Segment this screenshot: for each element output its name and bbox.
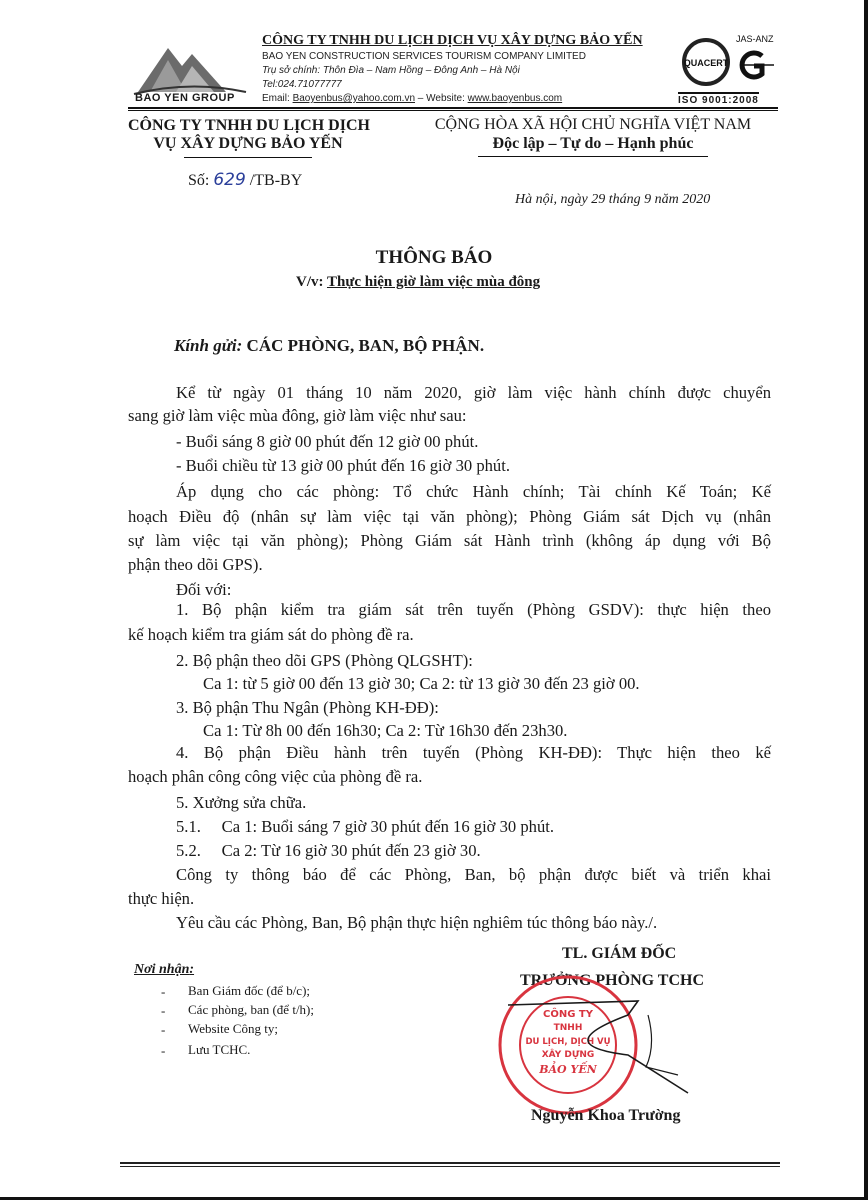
- letterhead-rule: [128, 107, 778, 109]
- footer-rule-thin: [120, 1166, 780, 1167]
- body-line: 5.2. Ca 2: Từ 16 giờ 30 phút đến 23 giờ 30.: [176, 841, 481, 860]
- greeting-recipients: CÁC PHÒNG, BAN, BỘ PHẬN.: [246, 336, 485, 355]
- document-number: [188, 170, 302, 190]
- letterhead-company-name-en: BAO YEN CONSTRUCTION SERVICES TOURISM COMPANY LIMITED: [262, 51, 586, 62]
- body-line: Công ty thông báo để các Phòng, Ban, bộ phận được biết và triển khai: [176, 865, 771, 884]
- company-name-line2: VỤ XÂY DỰNG BẢO YẾN: [153, 135, 343, 152]
- recipient-dash: -: [161, 984, 166, 999]
- company-underline: [184, 157, 312, 158]
- body-line: Kể từ ngày 01 tháng 10 năm 2020, giờ làm việc hành chính được chuyển: [176, 383, 771, 402]
- subject-text: Thực hiện giờ làm việc mùa đông: [326, 274, 541, 290]
- body-line: kế hoạch kiểm tra giám sát do phòng đề ra.: [128, 625, 414, 644]
- recipient-item: Các phòng, ban (để t/h);: [188, 1002, 314, 1017]
- iso-caption: ISO 9001:2008: [678, 92, 759, 106]
- body-line: 5.1. Ca 1: Buổi sáng 7 giờ 30 phút đến 16 giờ 30 phút.: [176, 817, 554, 836]
- number-handwritten: 629: [213, 170, 246, 190]
- cert-logo-text: QUACERT: [683, 58, 729, 68]
- republic-heading: CỘNG HÒA XÃ HỘI CHỦ NGHĨA VIỆT NAM: [434, 116, 752, 133]
- letterhead-company-name: CÔNG TY TNHH DU LỊCH DỊCH VỤ XÂY DỰNG BẢO YẾN: [262, 33, 643, 48]
- email-link[interactable]: Baoyenbus@yahoo.com.vn: [292, 93, 416, 104]
- recipient-item: Ban Giám đốc (để b/c);: [188, 983, 311, 998]
- body-line: sang giờ làm việc mùa đông, giờ làm việc như sau:: [128, 406, 467, 425]
- letterhead-address: Trụ sở chính: Thôn Đìa – Nam Hồng – Đông Anh – Hà Nội: [262, 65, 520, 76]
- body-line: 2. Bộ phận theo dõi GPS (Phòng QLGSHT):: [176, 651, 473, 670]
- motto-underline: [478, 156, 708, 157]
- subject-prefix: V/v:: [296, 274, 327, 290]
- body-line: Ca 1: từ 5 giờ 00 đến 13 giờ 30; Ca 2: từ 13 giờ 30 đến 23 giờ 00.: [203, 674, 640, 693]
- body-line: hoạch Điều độ (nhân sự làm việc tại văn phòng); Phòng Giám sát Dịch vụ (nhân: [128, 507, 771, 526]
- body-line: 3. Bộ phận Thu Ngân (Phòng KH-ĐĐ):: [176, 698, 439, 717]
- website-link[interactable]: www.baoyenbus.com: [467, 93, 563, 104]
- letterhead-rule-thin: [128, 110, 778, 111]
- body-line: hoạch phân công công việc của phòng đề ra.: [128, 767, 423, 786]
- company-name-line1: CÔNG TY TNHH DU LỊCH DỊCH: [128, 117, 370, 134]
- email-label: Email:: [262, 93, 293, 104]
- notice-subject: [296, 274, 540, 291]
- greeting: [174, 336, 484, 356]
- recipient-item: Website Công ty;: [188, 1021, 278, 1036]
- recipients-title-text: Nơi nhận: [134, 962, 190, 977]
- body-line: Yêu cầu các Phòng, Ban, Bộ phận thực hiện nghiêm túc thông báo này./.: [176, 913, 658, 932]
- recipients-title-colon: :: [189, 962, 195, 977]
- stamp-line: BẢO YẾN: [539, 1063, 597, 1076]
- letterhead-contact: [262, 93, 562, 104]
- signature-position: TRƯỞNG PHÒNG TCHC: [520, 972, 705, 989]
- stamp-line: TNHH: [553, 1023, 583, 1033]
- body-line: Áp dụng cho các phòng: Tổ chức Hành chính; Tài chính Kế Toán; Kế: [176, 482, 771, 501]
- number-suffix: /TB-BY: [245, 172, 303, 189]
- number-label: Số:: [188, 172, 214, 189]
- scan-edge-right: [864, 0, 868, 1200]
- national-motto: Độc lập – Tự do – Hạnh phúc: [492, 135, 694, 152]
- body-line: 1. Bộ phận kiểm tra giám sát trên tuyến (Phòng GSDV): thực hiện theo: [176, 600, 771, 619]
- issue-date: Hà nội, ngày 29 tháng 9 năm 2020: [515, 192, 711, 207]
- body-line: - Buổi sáng 8 giờ 00 phút đến 12 giờ 00 phút.: [176, 432, 479, 451]
- body-line: sự làm việc tại văn phòng); Phòng Giám sát Hành trình (không áp dụng với Bộ: [128, 531, 771, 550]
- body-line: - Buổi chiều từ 13 giờ 00 phút đến 16 giờ 30 phút.: [176, 456, 510, 475]
- company-seal-stamp: [478, 975, 698, 1125]
- recipient-dash: -: [161, 1043, 166, 1058]
- body-line: phận theo dõi GPS).: [128, 555, 263, 574]
- footer-rule: [120, 1162, 780, 1164]
- recipient-dash: -: [161, 1003, 166, 1018]
- recipient-item: Lưu TCHC.: [188, 1042, 251, 1057]
- notice-title: THÔNG BÁO: [375, 247, 493, 268]
- greeting-label: Kính gửi:: [174, 336, 247, 355]
- letterhead-tel: Tel:024.71077777: [262, 79, 342, 90]
- body-line: Ca 1: Từ 8h 00 đến 16h30; Ca 2: Từ 16h30 đến 23h30.: [203, 721, 568, 740]
- stamp-line: XÂY DỰNG: [541, 1050, 595, 1060]
- body-line: thực hiện.: [128, 889, 195, 908]
- stamp-line: DU LỊCH, DỊCH VỤ: [525, 1037, 611, 1047]
- recipients-title: [134, 962, 194, 978]
- stamp-line: CÔNG TY: [543, 1009, 593, 1020]
- signature-title: TL. GIÁM ĐỐC: [562, 945, 677, 962]
- cert-jas-text: JAS-ANZ: [736, 34, 774, 44]
- body-line: 5. Xưởng sửa chữa.: [176, 793, 307, 812]
- body-line: Đối với:: [176, 580, 232, 599]
- recipient-dash: -: [161, 1022, 166, 1037]
- signer-name: Nguyễn Khoa Trường: [531, 1107, 681, 1124]
- logo-caption: BAO YEN GROUP: [135, 92, 235, 104]
- body-line: 4. Bộ phận Điều hành trên tuyến (Phòng KH-ĐĐ): Thực hiện theo kế: [176, 743, 771, 762]
- website-label: – Website:: [415, 93, 468, 104]
